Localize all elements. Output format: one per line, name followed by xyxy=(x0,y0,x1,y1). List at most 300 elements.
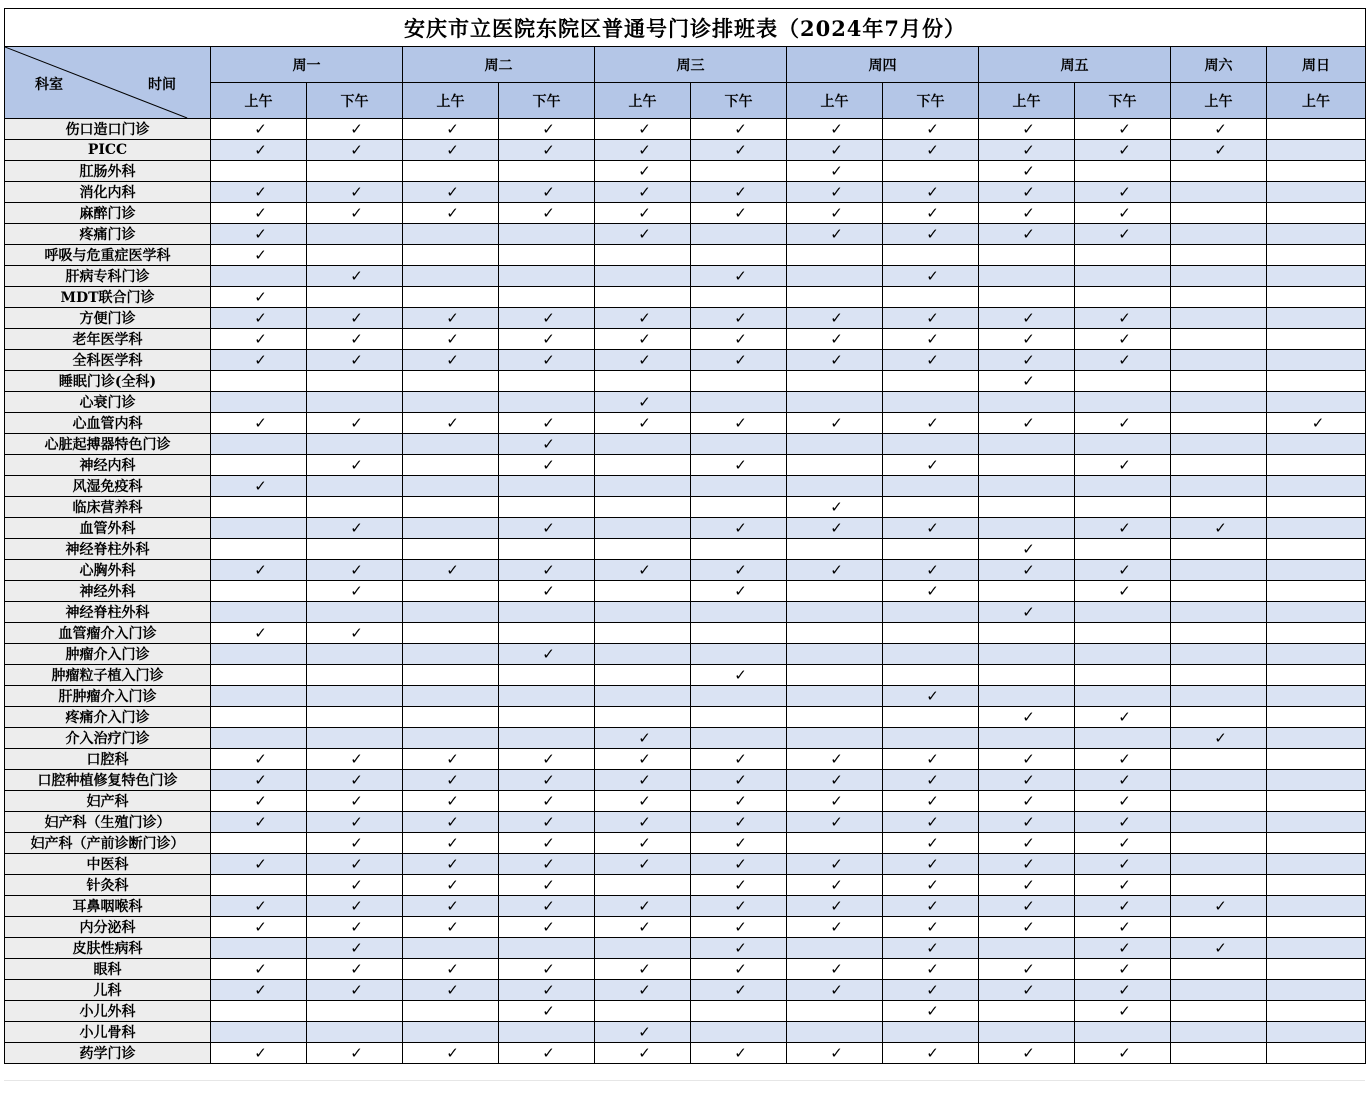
schedule-cell xyxy=(307,1043,403,1064)
check-mark-icon: ✓ xyxy=(1022,855,1035,873)
check-mark-icon: ✓ xyxy=(1022,771,1035,789)
check-mark-icon: ✓ xyxy=(350,414,363,432)
check-mark-icon: ✓ xyxy=(350,876,363,894)
schedule-cell xyxy=(307,644,403,665)
schedule-cell xyxy=(1075,896,1171,917)
schedule-cell xyxy=(307,917,403,938)
schedule-cell xyxy=(883,644,979,665)
table-row xyxy=(5,182,1366,203)
schedule-cell xyxy=(211,119,307,140)
schedule-cell xyxy=(883,833,979,854)
schedule-cell xyxy=(499,644,595,665)
schedule-cell xyxy=(211,623,307,644)
department-cell: 小儿骨科 xyxy=(5,1022,211,1043)
schedule-cell xyxy=(403,119,499,140)
schedule-cell xyxy=(979,266,1075,287)
schedule-cell xyxy=(211,245,307,266)
schedule-cell xyxy=(1075,224,1171,245)
schedule-cell xyxy=(499,224,595,245)
check-mark-icon: ✓ xyxy=(1022,750,1035,768)
schedule-cell xyxy=(691,896,787,917)
schedule-cell xyxy=(211,896,307,917)
schedule-cell xyxy=(211,644,307,665)
schedule-cell xyxy=(403,875,499,896)
schedule-cell xyxy=(595,623,691,644)
department-cell: 口腔种植修复特色门诊 xyxy=(5,770,211,791)
schedule-cell xyxy=(979,896,1075,917)
schedule-cell xyxy=(787,497,883,518)
schedule-cell xyxy=(403,1022,499,1043)
schedule-cell xyxy=(1171,812,1267,833)
schedule-cell xyxy=(307,686,403,707)
check-mark-icon: ✓ xyxy=(542,330,555,348)
schedule-cell xyxy=(499,140,595,161)
check-mark-icon: ✓ xyxy=(926,183,939,201)
schedule-cell xyxy=(883,350,979,371)
schedule-cell xyxy=(691,602,787,623)
check-mark-icon: ✓ xyxy=(542,309,555,327)
check-mark-icon: ✓ xyxy=(542,981,555,999)
day-header: 周五 xyxy=(979,47,1171,83)
check-mark-icon: ✓ xyxy=(350,792,363,810)
check-mark-icon: ✓ xyxy=(1118,330,1131,348)
schedule-cell xyxy=(211,833,307,854)
check-mark-icon: ✓ xyxy=(1214,897,1227,915)
schedule-cell xyxy=(1075,434,1171,455)
schedule-cell xyxy=(691,329,787,350)
check-mark-icon: ✓ xyxy=(1022,540,1035,558)
department-cell: 儿科 xyxy=(5,980,211,1001)
check-mark-icon: ✓ xyxy=(254,414,267,432)
check-mark-icon: ✓ xyxy=(542,645,555,663)
schedule-cell xyxy=(979,224,1075,245)
check-mark-icon: ✓ xyxy=(830,183,843,201)
check-mark-icon: ✓ xyxy=(446,855,459,873)
schedule-cell xyxy=(403,161,499,182)
check-mark-icon: ✓ xyxy=(830,498,843,516)
check-mark-icon: ✓ xyxy=(350,204,363,222)
check-mark-icon: ✓ xyxy=(638,771,651,789)
day-header: 周四 xyxy=(787,47,979,83)
check-mark-icon: ✓ xyxy=(1118,141,1131,159)
schedule-cell xyxy=(979,371,1075,392)
check-mark-icon: ✓ xyxy=(734,561,747,579)
schedule-cell xyxy=(499,245,595,266)
schedule-cell xyxy=(307,623,403,644)
check-mark-icon: ✓ xyxy=(350,771,363,789)
schedule-cell xyxy=(403,644,499,665)
check-mark-icon: ✓ xyxy=(1118,792,1131,810)
check-mark-icon: ✓ xyxy=(350,267,363,285)
check-mark-icon: ✓ xyxy=(830,414,843,432)
schedule-cell xyxy=(979,623,1075,644)
schedule-cell xyxy=(691,140,787,161)
schedule-cell xyxy=(1075,644,1171,665)
schedule-cell xyxy=(403,980,499,1001)
check-mark-icon: ✓ xyxy=(254,225,267,243)
department-cell: 血管外科 xyxy=(5,518,211,539)
table-row xyxy=(5,665,1366,686)
table-row xyxy=(5,581,1366,602)
check-mark-icon: ✓ xyxy=(350,582,363,600)
department-cell: 疼痛门诊 xyxy=(5,224,211,245)
schedule-cell xyxy=(1267,938,1366,959)
schedule-cell xyxy=(691,665,787,686)
check-mark-icon: ✓ xyxy=(734,519,747,537)
schedule-cell xyxy=(787,287,883,308)
check-mark-icon: ✓ xyxy=(1118,561,1131,579)
schedule-cell xyxy=(499,686,595,707)
schedule-cell xyxy=(979,728,1075,749)
schedule-cell xyxy=(211,161,307,182)
check-mark-icon: ✓ xyxy=(1022,792,1035,810)
schedule-cell xyxy=(1075,959,1171,980)
schedule-cell xyxy=(499,455,595,476)
schedule-cell xyxy=(1171,476,1267,497)
schedule-cell xyxy=(787,455,883,476)
check-mark-icon: ✓ xyxy=(830,519,843,537)
page-title: 安庆市立医院东院区普通号门诊排班表（2024年7月份） xyxy=(5,9,1366,47)
check-mark-icon: ✓ xyxy=(1118,771,1131,789)
schedule-cell xyxy=(1171,392,1267,413)
check-mark-icon: ✓ xyxy=(254,750,267,768)
schedule-cell xyxy=(691,938,787,959)
department-cell: 心胸外科 xyxy=(5,560,211,581)
schedule-cell xyxy=(211,476,307,497)
table-row xyxy=(5,1022,1366,1043)
check-mark-icon: ✓ xyxy=(926,120,939,138)
schedule-cell xyxy=(595,350,691,371)
schedule-cell xyxy=(883,392,979,413)
schedule-cell xyxy=(499,665,595,686)
schedule-cell xyxy=(211,350,307,371)
schedule-cell xyxy=(1267,749,1366,770)
schedule-cell xyxy=(1267,140,1366,161)
schedule-cell xyxy=(979,959,1075,980)
schedule-cell xyxy=(787,203,883,224)
schedule-cell xyxy=(307,728,403,749)
schedule-cell xyxy=(1267,119,1366,140)
schedule-cell xyxy=(979,1043,1075,1064)
check-mark-icon: ✓ xyxy=(1022,141,1035,159)
department-cell: 睡眠门诊(全科) xyxy=(5,371,211,392)
schedule-cell xyxy=(883,686,979,707)
schedule-cell xyxy=(499,182,595,203)
schedule-cell xyxy=(595,434,691,455)
schedule-cell xyxy=(1171,119,1267,140)
table-row xyxy=(5,644,1366,665)
schedule-cell xyxy=(787,602,883,623)
schedule-cell xyxy=(403,308,499,329)
department-cell: 伤口造口门诊 xyxy=(5,119,211,140)
check-mark-icon: ✓ xyxy=(1118,456,1131,474)
check-mark-icon: ✓ xyxy=(254,771,267,789)
schedule-cell xyxy=(595,1001,691,1022)
check-mark-icon: ✓ xyxy=(830,120,843,138)
schedule-cell xyxy=(403,392,499,413)
schedule-cell xyxy=(307,434,403,455)
schedule-cell xyxy=(1171,287,1267,308)
schedule-cell xyxy=(595,854,691,875)
check-mark-icon: ✓ xyxy=(830,225,843,243)
schedule-cell xyxy=(1267,728,1366,749)
check-mark-icon: ✓ xyxy=(1118,183,1131,201)
schedule-cell xyxy=(787,770,883,791)
department-cell: 肝病专科门诊 xyxy=(5,266,211,287)
check-mark-icon: ✓ xyxy=(1118,120,1131,138)
table-row xyxy=(5,854,1366,875)
department-cell: 针灸科 xyxy=(5,875,211,896)
check-mark-icon: ✓ xyxy=(734,981,747,999)
schedule-cell xyxy=(1171,1001,1267,1022)
check-mark-icon: ✓ xyxy=(254,960,267,978)
table-row xyxy=(5,560,1366,581)
schedule-cell xyxy=(691,455,787,476)
schedule-cell xyxy=(307,560,403,581)
schedule-cell xyxy=(1075,161,1171,182)
schedule-cell xyxy=(307,518,403,539)
schedule-cell xyxy=(883,770,979,791)
schedule-cell xyxy=(307,1022,403,1043)
schedule-cell xyxy=(211,329,307,350)
schedule-cell xyxy=(1267,350,1366,371)
schedule-cell xyxy=(691,434,787,455)
schedule-cell xyxy=(595,602,691,623)
schedule-cell xyxy=(499,812,595,833)
check-mark-icon: ✓ xyxy=(254,477,267,495)
check-mark-icon: ✓ xyxy=(734,267,747,285)
schedule-cell xyxy=(499,980,595,1001)
schedule-cell xyxy=(691,812,787,833)
check-mark-icon: ✓ xyxy=(926,267,939,285)
check-mark-icon: ✓ xyxy=(446,1044,459,1062)
schedule-cell xyxy=(1267,959,1366,980)
schedule-cell xyxy=(787,266,883,287)
check-mark-icon: ✓ xyxy=(254,183,267,201)
schedule-cell xyxy=(595,266,691,287)
schedule-cell xyxy=(211,770,307,791)
schedule-cell xyxy=(499,434,595,455)
schedule-cell xyxy=(307,329,403,350)
check-mark-icon: ✓ xyxy=(446,897,459,915)
check-mark-icon: ✓ xyxy=(734,351,747,369)
schedule-cell xyxy=(307,350,403,371)
check-mark-icon: ✓ xyxy=(830,204,843,222)
schedule-cell xyxy=(1171,770,1267,791)
schedule-cell xyxy=(979,854,1075,875)
department-cell: 神经脊柱外科 xyxy=(5,539,211,560)
check-mark-icon: ✓ xyxy=(1118,708,1131,726)
check-mark-icon: ✓ xyxy=(446,876,459,894)
half-day-header: 上午 xyxy=(403,83,499,119)
schedule-cell xyxy=(595,791,691,812)
schedule-cell xyxy=(1267,476,1366,497)
check-mark-icon: ✓ xyxy=(926,309,939,327)
schedule-cell xyxy=(499,728,595,749)
schedule-cell xyxy=(883,938,979,959)
check-mark-icon: ✓ xyxy=(1311,414,1325,432)
check-mark-icon: ✓ xyxy=(638,330,651,348)
check-mark-icon: ✓ xyxy=(926,519,939,537)
check-mark-icon: ✓ xyxy=(1118,351,1131,369)
schedule-cell xyxy=(883,1043,979,1064)
check-mark-icon: ✓ xyxy=(1118,981,1131,999)
schedule-cell xyxy=(307,245,403,266)
table-row xyxy=(5,1001,1366,1022)
half-day-header: 上午 xyxy=(595,83,691,119)
schedule-cell xyxy=(499,917,595,938)
schedule-cell xyxy=(979,749,1075,770)
schedule-cell xyxy=(1267,455,1366,476)
check-mark-icon: ✓ xyxy=(1118,204,1131,222)
schedule-cell xyxy=(499,833,595,854)
schedule-cell xyxy=(691,560,787,581)
schedule-cell xyxy=(979,707,1075,728)
check-mark-icon: ✓ xyxy=(1118,750,1131,768)
schedule-cell xyxy=(691,119,787,140)
schedule-cell xyxy=(979,602,1075,623)
check-mark-icon: ✓ xyxy=(926,225,939,243)
schedule-cell xyxy=(1075,455,1171,476)
schedule-cell xyxy=(499,938,595,959)
check-mark-icon: ✓ xyxy=(254,246,267,264)
schedule-cell xyxy=(595,938,691,959)
schedule-cell xyxy=(211,980,307,1001)
schedule-cell xyxy=(595,224,691,245)
schedule-cell xyxy=(979,686,1075,707)
schedule-cell xyxy=(787,812,883,833)
table-row xyxy=(5,707,1366,728)
check-mark-icon: ✓ xyxy=(542,876,555,894)
schedule-cell xyxy=(403,1043,499,1064)
check-mark-icon: ✓ xyxy=(926,414,939,432)
day-header: 周二 xyxy=(403,47,595,83)
schedule-cell xyxy=(883,812,979,833)
schedule-cell xyxy=(403,833,499,854)
table-row xyxy=(5,770,1366,791)
schedule-cell xyxy=(595,308,691,329)
schedule-cell xyxy=(211,791,307,812)
table-row xyxy=(5,812,1366,833)
table-row xyxy=(5,791,1366,812)
check-mark-icon: ✓ xyxy=(350,750,363,768)
day-header: 周三 xyxy=(595,47,787,83)
schedule-cell xyxy=(307,413,403,434)
check-mark-icon: ✓ xyxy=(926,771,939,789)
check-mark-icon: ✓ xyxy=(830,876,843,894)
check-mark-icon: ✓ xyxy=(638,834,651,852)
schedule-cell xyxy=(1267,896,1366,917)
schedule-cell xyxy=(979,560,1075,581)
table-row xyxy=(5,497,1366,518)
check-mark-icon: ✓ xyxy=(734,183,747,201)
check-mark-icon: ✓ xyxy=(350,456,363,474)
schedule-cell xyxy=(1171,245,1267,266)
schedule-cell xyxy=(403,182,499,203)
schedule-cell xyxy=(211,707,307,728)
schedule-cell xyxy=(691,1022,787,1043)
schedule-cell xyxy=(1171,350,1267,371)
half-day-header: 上午 xyxy=(211,83,307,119)
check-mark-icon: ✓ xyxy=(1022,834,1035,852)
check-mark-icon: ✓ xyxy=(1022,309,1035,327)
schedule-cell xyxy=(211,938,307,959)
schedule-cell xyxy=(499,707,595,728)
schedule-cell xyxy=(499,875,595,896)
check-mark-icon: ✓ xyxy=(254,918,267,936)
table-row xyxy=(5,329,1366,350)
check-mark-icon: ✓ xyxy=(542,834,555,852)
schedule-cell xyxy=(883,476,979,497)
schedule-cell xyxy=(595,161,691,182)
schedule-cell xyxy=(883,791,979,812)
schedule-cell xyxy=(403,854,499,875)
check-mark-icon: ✓ xyxy=(446,750,459,768)
schedule-cell xyxy=(691,749,787,770)
schedule-cell xyxy=(691,287,787,308)
check-mark-icon: ✓ xyxy=(350,519,363,537)
check-mark-icon: ✓ xyxy=(542,897,555,915)
department-cell: 心脏起搏器特色门诊 xyxy=(5,434,211,455)
schedule-cell xyxy=(691,497,787,518)
check-mark-icon: ✓ xyxy=(254,561,267,579)
schedule-cell xyxy=(883,434,979,455)
table-row xyxy=(5,980,1366,1001)
check-mark-icon: ✓ xyxy=(1118,813,1131,831)
check-mark-icon: ✓ xyxy=(830,897,843,915)
schedule-cell xyxy=(211,728,307,749)
check-mark-icon: ✓ xyxy=(350,960,363,978)
schedule-cell xyxy=(211,875,307,896)
schedule-cell xyxy=(403,581,499,602)
check-mark-icon: ✓ xyxy=(734,960,747,978)
schedule-cell xyxy=(1075,518,1171,539)
schedule-cell xyxy=(1171,791,1267,812)
schedule-cell xyxy=(1075,602,1171,623)
schedule-cell xyxy=(1267,770,1366,791)
schedule-cell xyxy=(787,665,883,686)
schedule-cell xyxy=(595,728,691,749)
table-row xyxy=(5,938,1366,959)
schedule-cell xyxy=(403,203,499,224)
check-mark-icon: ✓ xyxy=(254,309,267,327)
table-row xyxy=(5,455,1366,476)
department-axis-label: 科室 xyxy=(35,77,63,93)
schedule-cell xyxy=(883,224,979,245)
schedule-cell xyxy=(1075,560,1171,581)
table-row xyxy=(5,392,1366,413)
schedule-cell xyxy=(691,791,787,812)
check-mark-icon: ✓ xyxy=(926,834,939,852)
check-mark-icon: ✓ xyxy=(1022,561,1035,579)
schedule-cell xyxy=(883,455,979,476)
schedule-cell xyxy=(595,497,691,518)
schedule-cell xyxy=(691,980,787,1001)
schedule-cell xyxy=(979,287,1075,308)
schedule-cell xyxy=(403,707,499,728)
schedule-cell xyxy=(1171,728,1267,749)
schedule-cell xyxy=(787,392,883,413)
schedule-cell xyxy=(595,413,691,434)
schedule-cell xyxy=(979,497,1075,518)
schedule-cell xyxy=(883,917,979,938)
schedule-cell xyxy=(883,1022,979,1043)
schedule-cell xyxy=(307,539,403,560)
schedule-cell xyxy=(1075,308,1171,329)
check-mark-icon: ✓ xyxy=(1118,855,1131,873)
schedule-cell xyxy=(499,560,595,581)
schedule-cell xyxy=(403,245,499,266)
